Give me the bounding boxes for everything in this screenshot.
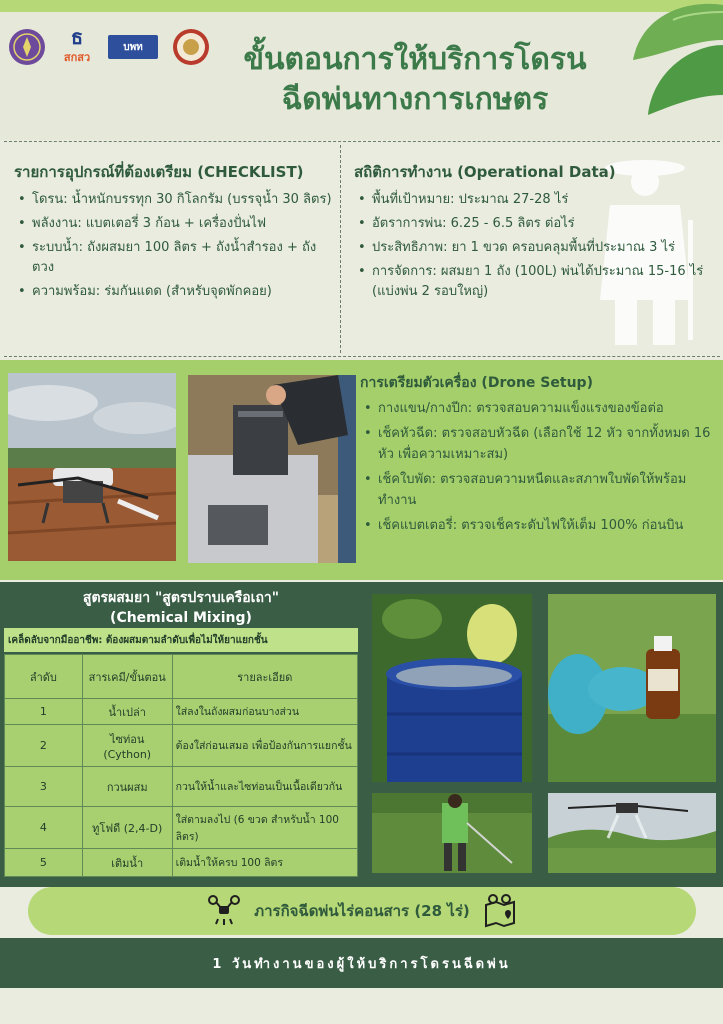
row-step: น้ำเปล่า <box>82 699 172 725</box>
list-item: • ระบบน้ำ: ถังผสมยา 100 ลิตร + ถังน้ำสำรอง + ถังตวง <box>14 238 334 278</box>
row-number: 5 <box>5 849 83 877</box>
list-item: • การจัดการ: ผสมยา 1 ถัง (100L) พ่นได้ประมาณ 15-16 ไร่ (แบ่งพ่น 2 รอบใหญ่) <box>354 262 709 302</box>
column-header: รายละเอียด <box>172 655 357 699</box>
row-detail: ใส่ลงในถังผสมก่อนบางส่วน <box>172 699 357 725</box>
row-step: ทูโฟดี (2,4-D) <box>82 807 172 849</box>
page-title-line-2: ฉีดพ่นทางการเกษตร <box>281 82 549 117</box>
sk-logo-mark: ธ <box>70 25 84 49</box>
list-item: • เช็คใบพัด: ตรวจสอบความหนืดและสภาพใบพัดให้พร้อมทำงาน <box>360 469 715 511</box>
drone-spraying-photo <box>548 793 716 873</box>
checklist-list <box>14 190 334 302</box>
list-item: • เช็คแบตเตอรี่: ตรวจเช็คระดับไฟให้เต็ม 100% ก่อนบิน <box>360 515 715 536</box>
column-header: ลำดับ <box>5 655 83 699</box>
row-detail: ต้องใส่ก่อนเสมอ เพื่อป้องกันการแยกชั้น <box>172 725 357 767</box>
drone-field-photo <box>8 373 176 561</box>
page-title <box>200 40 630 120</box>
mixing-title-line-1: สูตรผสมยา "สูตรปราบเครือเถา" <box>82 590 280 606</box>
sk-logo <box>60 26 94 68</box>
list-item: • ความพร้อม: ร่มกันแดด (สำหรับจุดพักคอย) <box>14 282 334 302</box>
bpwd-logo: บพท <box>108 35 158 59</box>
list-item: • ประสิทธิภาพ: ยา 1 ขวด ครอบคลุมพื้นที่ประมาณ 3 ไร่ <box>354 238 709 258</box>
row-step: เติมน้ำ <box>82 849 172 877</box>
sk-logo-text: สกสว <box>63 51 91 64</box>
mixing-title-line-2: (Chemical Mixing) <box>110 610 252 626</box>
operational-title: สถิติการทำงาน (Operational Data) <box>354 163 616 181</box>
row-detail: เติมน้ำให้ครบ 100 ลิตร <box>172 849 357 877</box>
list-item: • เช็คหัวฉีด: ตรวจสอบหัวฉีด (เลือกใช้ 12 หัว จากทั้งหมด 16 หัว เพื่อความเหมาะสม) <box>360 423 715 465</box>
table-row <box>5 725 358 767</box>
list-item: • โดรน: น้ำหนักบรรทุก 30 กิโลกรัม (บรรจุน้ำ 30 ลิตร) <box>14 190 334 210</box>
column-header: สารเคมี/ขั้นตอน <box>82 655 172 699</box>
list-item: • อัตราการพ่น: 6.25 - 6.5 ลิตร ต่อไร่ <box>354 214 709 234</box>
checklist-title: รายการอุปกรณ์ที่ต้องเตรียม (CHECKLIST) <box>14 163 304 181</box>
battery-photo <box>188 375 356 563</box>
row-step: กวนผสม <box>82 767 172 807</box>
operational-section <box>354 160 709 306</box>
checklist-section <box>14 160 334 306</box>
divider-vertical <box>340 145 341 353</box>
table-row <box>5 767 358 807</box>
divider-middle <box>4 356 720 357</box>
mission-banner <box>28 887 696 935</box>
row-number: 4 <box>5 807 83 849</box>
footer-text: 1 วันทำงานของผู้ให้บริการโดรนฉีดพ่น <box>212 956 511 972</box>
list-item: • พลังงาน: แบตเตอรี่ 3 ก้อน + เครื่องปั่นไฟ <box>14 214 334 234</box>
spray-drone-icon <box>206 893 242 929</box>
row-number: 3 <box>5 767 83 807</box>
row-step: ไซท่อน (Cython) <box>82 725 172 767</box>
operational-list <box>354 190 709 302</box>
mission-text: ภารกิจฉีดพ่นไร่คอนสาร (28 ไร่) <box>254 902 470 920</box>
row-number: 2 <box>5 725 83 767</box>
drone-setup-list <box>360 398 715 536</box>
mixing-title <box>4 588 358 628</box>
table-header-row <box>5 655 358 699</box>
row-detail: กวนให้น้ำและไซท่อนเป็นเนื้อเดียวกัน <box>172 767 357 807</box>
sprayer-worker-photo <box>372 793 532 873</box>
row-number: 1 <box>5 699 83 725</box>
list-item: • พื้นที่เป้าหมาย: ประมาณ 27-28 ไร่ <box>354 190 709 210</box>
table-row <box>5 807 358 849</box>
mixing-table <box>4 654 358 877</box>
drone-setup-section <box>360 372 715 540</box>
water-barrel-photo <box>372 594 532 782</box>
table-row <box>5 699 358 725</box>
page-title-line-1: ขั้นตอนการให้บริการโดรน <box>243 42 587 77</box>
mixing-tip: เคล็ดลับจากมืออาชีพ: ต้องผสมตามลำดับเพื่อไม่ให้ยาแยกชั้น <box>4 628 358 652</box>
divider-top <box>4 141 720 142</box>
university-seal-logo <box>8 28 46 66</box>
farm-map-icon <box>482 893 518 929</box>
footer-band <box>0 938 723 988</box>
chemical-bottle-photo <box>548 594 716 782</box>
drone-setup-title: การเตรียมตัวเครื่อง (Drone Setup) <box>360 375 593 391</box>
row-detail: ใส่ตามลงไป (6 ขวด สำหรับน้ำ 100 ลิตร) <box>172 807 357 849</box>
logo-row <box>8 26 210 68</box>
list-item: • กางแขน/กางปีก: ตรวจสอบความแข็งแรงของข้อต่อ <box>360 398 715 419</box>
table-row <box>5 849 358 877</box>
